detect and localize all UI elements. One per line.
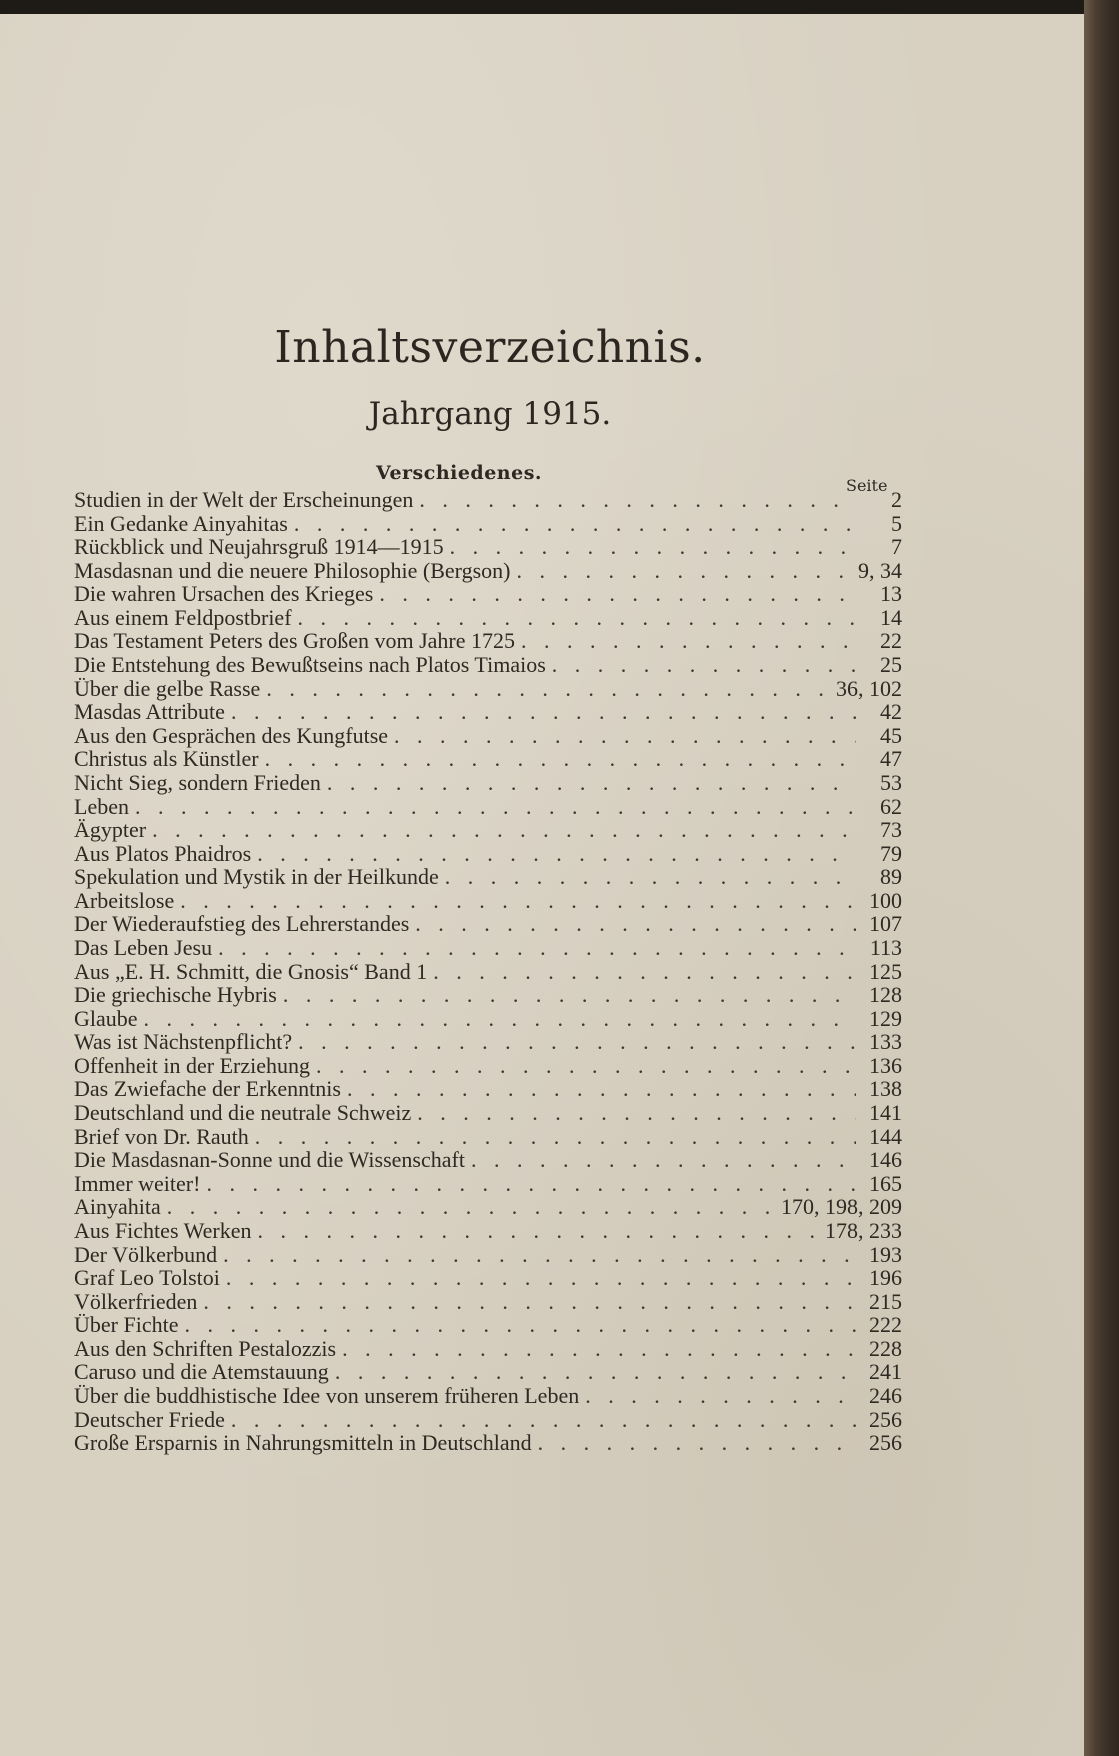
- toc-leader-dots: [379, 582, 856, 605]
- toc-leader-dots: [298, 606, 856, 629]
- toc-entry-title: Über die buddhistische Idee von unserem früheren Leben: [74, 1382, 580, 1408]
- toc-leader-dots: [342, 1337, 856, 1360]
- toc-leader-dots: [223, 1243, 856, 1266]
- toc-leader-dots: [255, 1125, 856, 1148]
- toc-leader-dots: [226, 1266, 856, 1289]
- toc-entry-pages: 256: [869, 1430, 902, 1456]
- toc-leader-dots: [538, 1431, 856, 1454]
- toc-entry: [74, 629, 902, 653]
- toc-entry-pages: 125: [869, 958, 902, 984]
- toc-entry-pages: 107: [869, 911, 902, 937]
- toc-entry: [74, 842, 902, 866]
- toc-entry-pages: 256: [869, 1406, 902, 1432]
- toc-entry: [74, 1408, 902, 1432]
- page-title: Inhaltsverzeichnis.: [274, 322, 706, 373]
- toc-entry: [74, 700, 902, 724]
- toc-entry: [74, 724, 902, 748]
- toc-leader-dots: [257, 842, 856, 865]
- toc-entry-pages: 144: [869, 1123, 902, 1149]
- toc-leader-dots: [294, 512, 856, 535]
- toc-entry-title: Caruso und die Atemstauung: [74, 1359, 329, 1385]
- toc-leader-dots: [419, 488, 856, 511]
- toc-entry-pages: 73: [880, 817, 902, 843]
- toc-leader-dots: [184, 1313, 856, 1336]
- toc-leader-dots: [347, 1077, 856, 1100]
- toc-leader-dots: [231, 1408, 856, 1431]
- page-top-edge: [0, 0, 1084, 14]
- toc-entry: [74, 983, 902, 1007]
- toc-leader-dots: [471, 1148, 856, 1171]
- toc-entry-title: Aus den Gesprächen des Kungfutse: [74, 722, 389, 748]
- toc-entry-title: Rückblick und Neujahrsgruß 1914—1915: [74, 534, 444, 560]
- toc-entry-pages: 14: [880, 604, 902, 630]
- toc-entry-title: Aus „E. H. Schmitt, die Gnosis“ Band 1: [74, 958, 428, 984]
- toc-entry-pages: 222: [869, 1312, 902, 1338]
- toc-entry: [74, 1172, 902, 1196]
- toc-entry-title: Studien in der Welt der Erscheinungen: [74, 487, 414, 512]
- toc-entry-pages: 45: [880, 722, 902, 748]
- toc-entry-title: Brief von Dr. Rauth: [74, 1123, 249, 1149]
- toc-leader-dots: [585, 1384, 856, 1407]
- toc-entry: [74, 912, 902, 936]
- toc-entry: [74, 1243, 902, 1267]
- toc-entry-pages: 53: [880, 769, 902, 795]
- toc-entry: [74, 512, 902, 536]
- toc-leader-dots: [265, 747, 856, 770]
- toc-leader-dots: [266, 677, 830, 700]
- toc-entry: [74, 1007, 902, 1031]
- toc-entry-title: Nicht Sieg, sondern Frieden: [74, 769, 321, 795]
- toc-entry-title: Der Wiederaufstieg des Lehrerstandes: [74, 911, 410, 937]
- toc-entry-pages: 241: [869, 1359, 902, 1385]
- toc-entry: [74, 771, 902, 795]
- toc-entry: [74, 795, 902, 819]
- toc-entry: [74, 818, 902, 842]
- toc-leader-dots: [206, 1172, 856, 1195]
- toc-entry: [74, 559, 902, 583]
- toc-entry-title: Große Ersparnis in Nahrungsmitteln in Deutschland: [74, 1430, 532, 1456]
- toc-entry-pages: 141: [869, 1100, 902, 1126]
- toc-leader-dots: [203, 1290, 856, 1313]
- toc-entry-pages: 22: [880, 628, 902, 654]
- toc-entry: [74, 1195, 902, 1219]
- toc-leader-dots: [552, 653, 856, 676]
- toc-entry-title: Spekulation und Mystik in der Heilkunde: [74, 864, 439, 890]
- toc-entry: [74, 653, 902, 677]
- toc-entry: [74, 1384, 902, 1408]
- toc-entry-pages: 100: [869, 887, 902, 913]
- toc-entry: [74, 1360, 902, 1384]
- toc-leader-dots: [450, 535, 856, 558]
- toc-entry-pages: 79: [880, 840, 902, 866]
- toc-entry-title: Deutscher Friede: [74, 1406, 225, 1432]
- toc-entry-pages: 62: [880, 793, 902, 819]
- toc-entry-pages: 193: [869, 1241, 902, 1267]
- toc-entry: [74, 1313, 902, 1337]
- toc-entry-title: Aus Fichtes Werken: [74, 1217, 252, 1243]
- toc-entry-pages: 170, 198, 209: [781, 1194, 902, 1220]
- toc-entry-title: Masdas Attribute: [74, 699, 225, 725]
- toc-entry: [74, 1219, 902, 1243]
- toc-entry-pages: 113: [869, 934, 902, 960]
- toc-entry-title: Das Leben Jesu: [74, 934, 213, 960]
- toc-entry-title: Arbeitslose: [74, 887, 175, 913]
- toc-entry: [74, 488, 902, 512]
- page-column-label: Seite: [846, 476, 888, 495]
- toc-entry: [74, 865, 902, 889]
- toc-entry-pages: 7: [891, 534, 902, 560]
- toc-entry-pages: 178, 233: [825, 1217, 902, 1243]
- toc-leader-dots: [231, 700, 856, 723]
- toc-entry-pages: 146: [869, 1147, 902, 1173]
- toc-leader-dots: [327, 771, 856, 794]
- toc-entry: [74, 1266, 902, 1290]
- toc-entry-pages: 25: [880, 652, 902, 678]
- toc-entry: [74, 1125, 902, 1149]
- toc-leader-dots: [415, 912, 856, 935]
- toc-entry-pages: 246: [869, 1382, 902, 1408]
- toc-entry-title: Ein Gedanke Ainyahitas: [74, 510, 288, 536]
- toc-entry-title: Ägypter: [74, 817, 147, 843]
- toc-entry-title: Glaube: [74, 1005, 138, 1031]
- toc-entry-title: Aus den Schriften Pestalozzis: [74, 1335, 337, 1361]
- toc-leader-dots: [144, 1007, 856, 1030]
- toc-entry-title: Masdasnan und die neuere Philosophie (Bergson): [74, 557, 511, 583]
- toc-leader-dots: [257, 1219, 819, 1242]
- toc-entry-pages: 13: [880, 581, 902, 607]
- toc-leader-dots: [283, 983, 856, 1006]
- toc-entry-pages: 2: [891, 487, 902, 512]
- toc-entry: [74, 747, 902, 771]
- toc-entry: [74, 1148, 902, 1172]
- toc-leader-dots: [335, 1360, 856, 1383]
- toc-leader-dots: [316, 1054, 856, 1077]
- toc-entry-title: Christus als Künstler: [74, 746, 259, 772]
- toc-entry-title: Das Testament Peters des Großen vom Jahre 1725: [74, 628, 516, 654]
- toc-entry: [74, 1101, 902, 1125]
- toc-entry-pages: 128: [869, 982, 902, 1008]
- toc-leader-dots: [433, 960, 856, 983]
- toc-entry-title: Ainyahita: [74, 1194, 161, 1220]
- toc-entry-pages: 129: [869, 1005, 902, 1031]
- page-subtitle: Jahrgang 1915.: [368, 396, 612, 432]
- toc-entry-title: Die Entstehung des Bewußtseins nach Platos Timaios: [74, 652, 546, 678]
- toc-entry-title: Völkerfrieden: [74, 1288, 198, 1314]
- toc-entry: [74, 1337, 902, 1361]
- toc-leader-dots: [516, 559, 852, 582]
- toc-leader-dots: [445, 865, 856, 888]
- toc-entry-pages: 9, 34: [858, 557, 902, 583]
- toc-leader-dots: [167, 1195, 775, 1218]
- toc-entry-pages: 36, 102: [836, 675, 902, 701]
- toc-leader-dots: [180, 889, 856, 912]
- toc-entry: [74, 677, 902, 701]
- toc-entry-title: Leben: [74, 793, 129, 819]
- toc-entry: [74, 936, 902, 960]
- toc-entry: [74, 1290, 902, 1314]
- toc-entry-title: Immer weiter!: [74, 1170, 201, 1196]
- toc-entry: [74, 582, 902, 606]
- toc-entry-title: Die griechische Hybris: [74, 982, 277, 1008]
- toc-entry-title: Deutschland und die neutrale Schweiz: [74, 1100, 412, 1126]
- toc-entry-title: Über die gelbe Rasse: [74, 675, 261, 701]
- toc-entry: [74, 1431, 902, 1455]
- toc-entry: [74, 1077, 902, 1101]
- toc-leader-dots: [152, 818, 856, 841]
- toc-entry: [74, 1030, 902, 1054]
- toc-entry-pages: 89: [880, 864, 902, 890]
- toc-entry-title: Die wahren Ursachen des Krieges: [74, 581, 374, 607]
- toc-entry-title: Die Masdasnan-Sonne und die Wissenschaft: [74, 1147, 465, 1173]
- toc-leader-dots: [218, 936, 856, 959]
- toc-entry: [74, 1054, 902, 1078]
- toc-entry-title: Der Völkerbund: [74, 1241, 218, 1267]
- toc-leader-dots: [417, 1101, 856, 1124]
- toc-entry-title: Graf Leo Tolstoi: [74, 1265, 220, 1291]
- toc-entry: [74, 960, 902, 984]
- toc-entry-pages: 165: [869, 1170, 902, 1196]
- toc-entry-pages: 47: [880, 746, 902, 772]
- toc-entry: [74, 889, 902, 913]
- toc-leader-dots: [521, 629, 856, 652]
- toc-entry-pages: 5: [891, 510, 902, 536]
- toc-entry-pages: 42: [880, 699, 902, 725]
- toc-entry-pages: 228: [869, 1335, 902, 1361]
- toc-entry-pages: 138: [869, 1076, 902, 1102]
- toc-entry-title: Das Zwiefache der Erkenntnis: [74, 1076, 341, 1102]
- toc-entry-title: Was ist Nächstenpflicht?: [74, 1029, 293, 1055]
- toc-entry-title: Über Fichte: [74, 1312, 179, 1338]
- toc-entry: [74, 535, 902, 559]
- toc-entry: [74, 606, 902, 630]
- toc-entry-title: Offenheit in der Erziehung: [74, 1052, 311, 1078]
- toc-entry-pages: 215: [869, 1288, 902, 1314]
- toc-leader-dots: [298, 1030, 856, 1053]
- toc-entry-pages: 133: [869, 1029, 902, 1055]
- toc-entry-pages: 196: [869, 1265, 902, 1291]
- table-of-contents: [74, 488, 902, 1455]
- toc-entry-title: Aus einem Feldpostbrief: [74, 604, 292, 630]
- toc-entry-title: Aus Platos Phaidros: [74, 840, 252, 866]
- book-spine: [1084, 0, 1119, 1756]
- toc-leader-dots: [394, 724, 856, 747]
- toc-leader-dots: [135, 795, 856, 818]
- section-heading: Verschiedenes.: [375, 462, 543, 484]
- toc-entry-pages: 136: [869, 1052, 902, 1078]
